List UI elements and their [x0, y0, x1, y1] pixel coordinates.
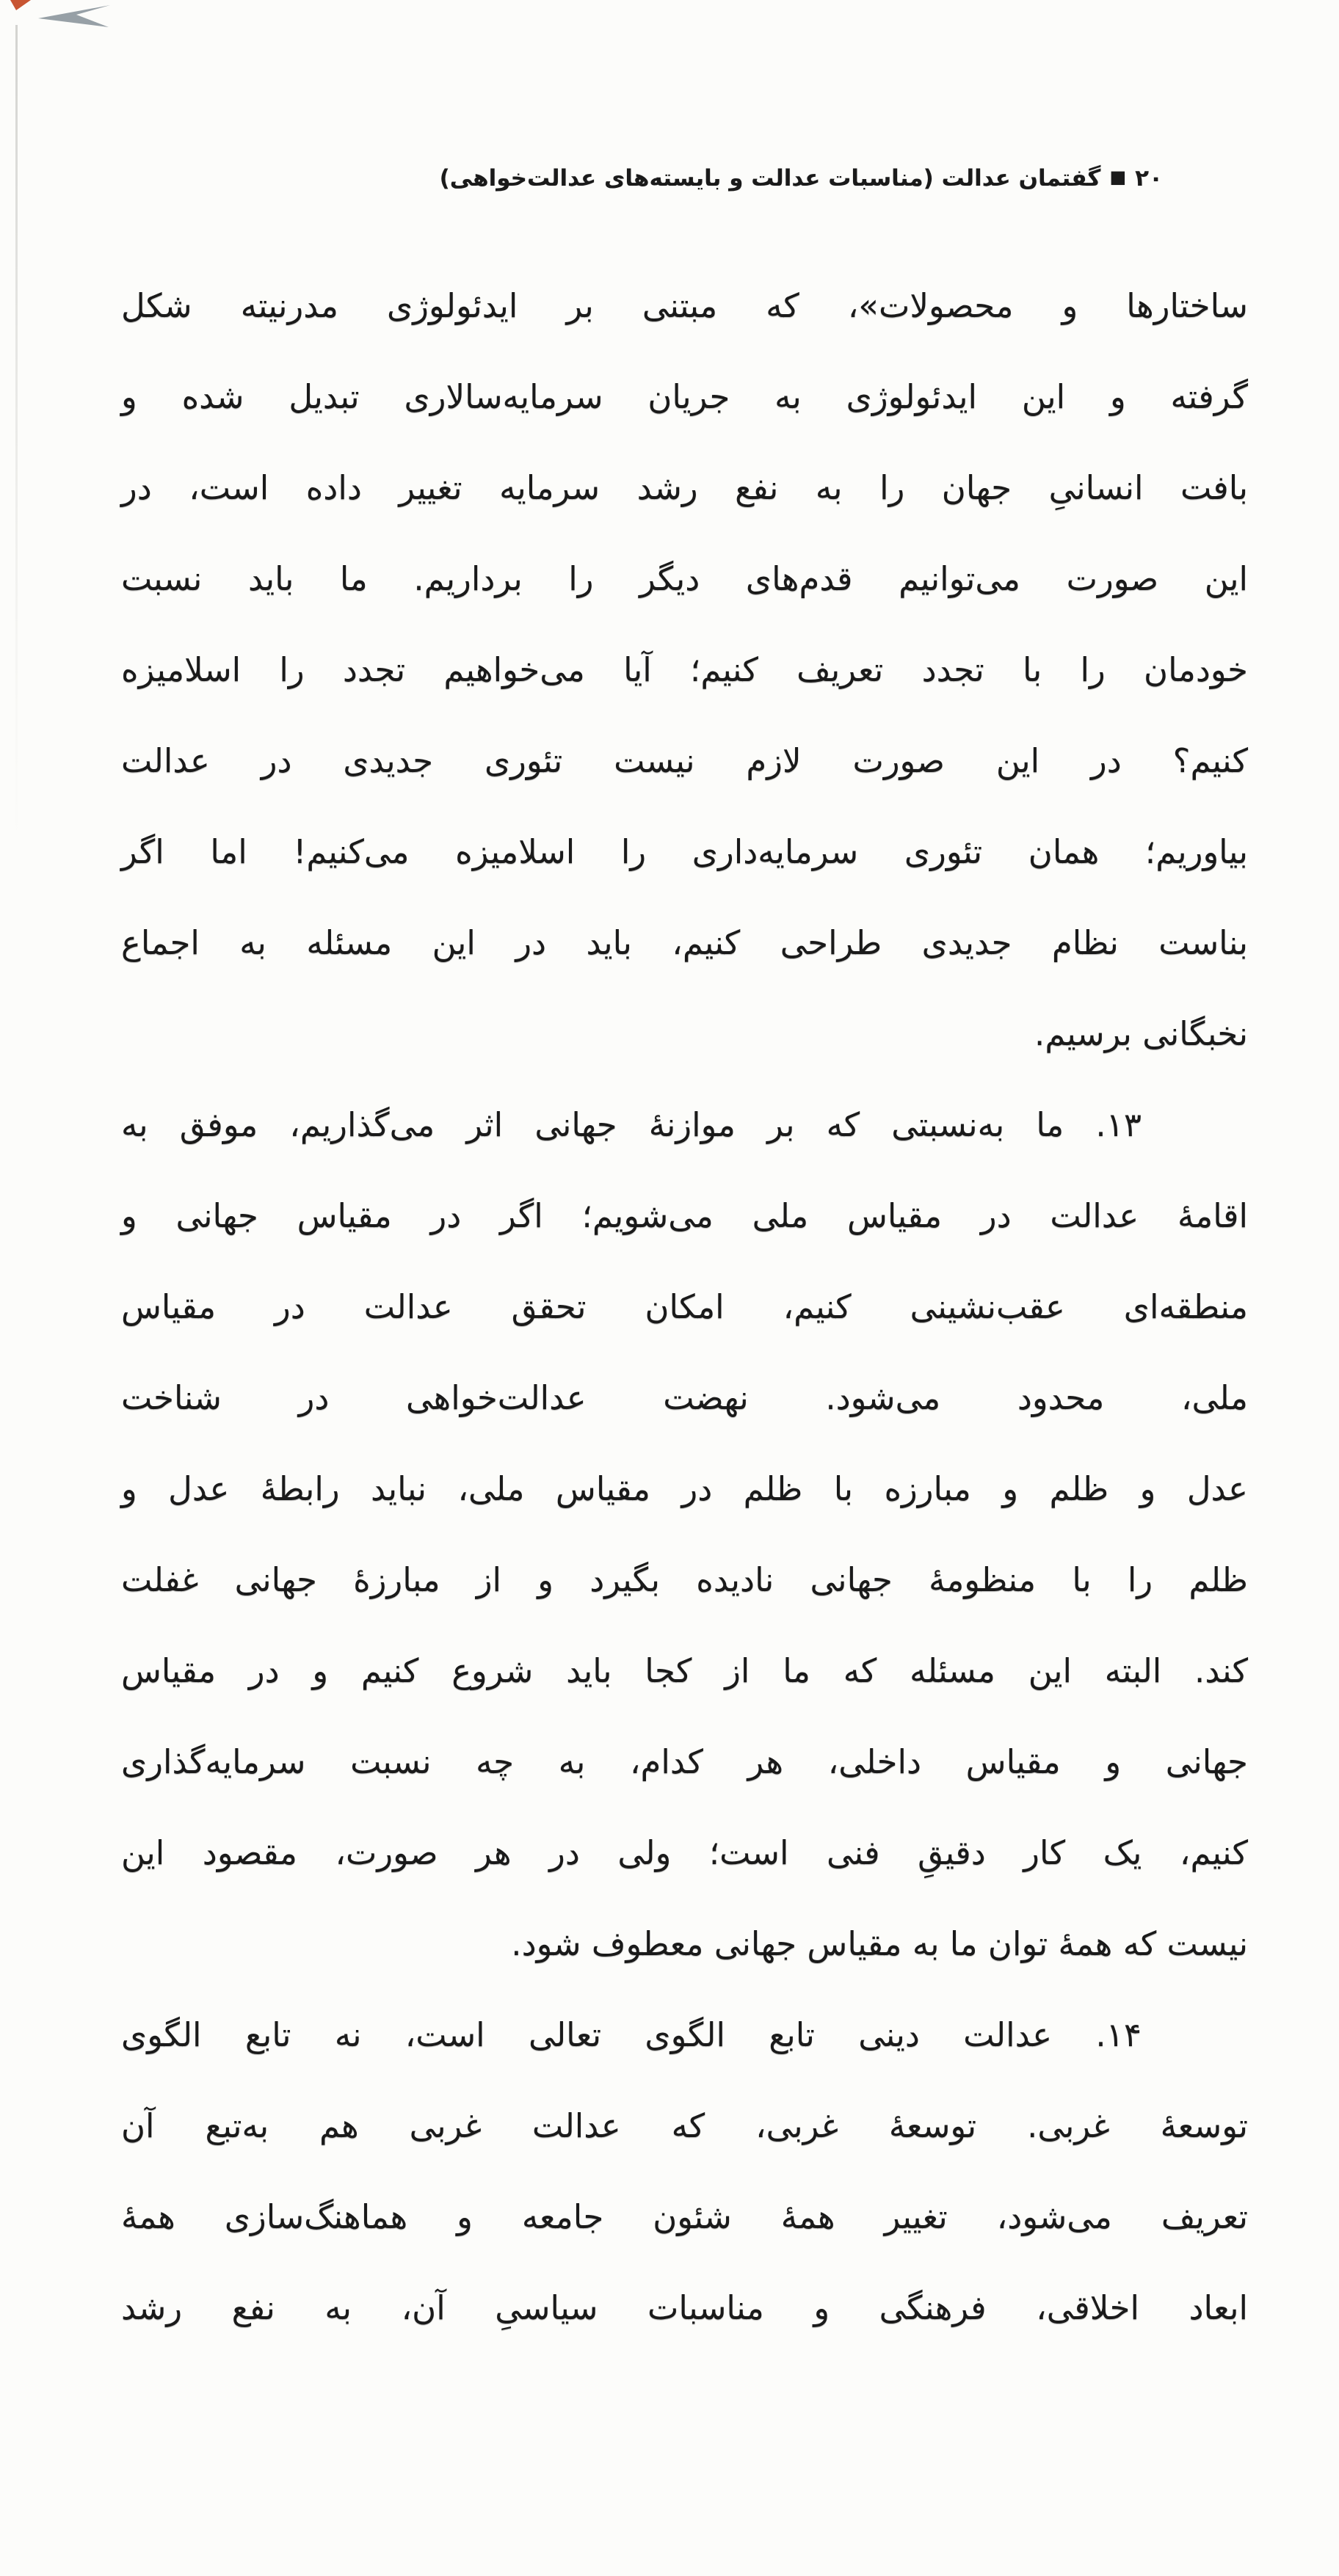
page-header [440, 165, 1163, 192]
text-line: کنیم؟ در این صورت لازم نیست تئوری جدیدی در عدالت [121, 741, 1248, 780]
scan-artifact-gray-arrow [38, 5, 110, 27]
text-line: بافت انسانیِ جهان را به نفع رشد سرمایه تغییر داده است، در [121, 468, 1248, 507]
text-line: ظلم را با منظومهٔ جهانی نادیده بگیرد و از مبارزهٔ جهانی غفلت [121, 1560, 1248, 1599]
scan-gutter-shadow [15, 25, 18, 847]
text-line: ساختارها و محصولات»، که مبتنی بر ایدئولوژی مدرنیته شکل [121, 286, 1248, 325]
text-line-paragraph-start: ۱۳. ما به‌نسبتی که بر موازنهٔ جهانی اثر می‌گذاریم، موفق به [121, 1105, 1142, 1144]
book-title: گفتمان عدالت (مناسبات عدالت و بایسته‌های عدالت‌خواهی) [439, 165, 1101, 192]
header-bullet-square-icon: ■ [1109, 167, 1127, 187]
text-line-paragraph-end: نیست که همهٔ توان ما به مقیاس جهانی معطوف شود. [511, 1924, 1248, 1963]
text-line: بیاوریم؛ همان تئوری سرمایه‌داری را اسلامیزه می‌کنیم! اما اگر [121, 832, 1248, 871]
text-line: عدل و ظلم و مبارزه با ظلم در مقیاس ملی، نباید رابطهٔ عدل و [121, 1469, 1248, 1508]
text-line: خودمان را با تجدد تعریف کنیم؛ آیا می‌خواهیم تجدد را اسلامیزه [121, 650, 1248, 689]
body-text [121, 261, 1248, 2354]
text-line: منطقه‌ای عقب‌نشینی کنیم، امکان تحقق عدالت در مقیاس [121, 1287, 1248, 1326]
text-line: تعریف می‌شود، تغییر همهٔ شئون جامعه و هماهنگ‌سازی همهٔ [121, 2197, 1248, 2236]
page-number: ۲۰ [1135, 165, 1163, 192]
text-line: بناست نظام جدیدی طراحی کنیم، باید در این مسئله به اجماع [121, 923, 1248, 962]
text-line: ملی، محدود می‌شود. نهضت عدالت‌خواهی در شناخت [121, 1378, 1248, 1417]
text-line-paragraph-start: ۱۴. عدالت دینی تابع الگوی تعالی است، نه تابع الگوی [121, 2015, 1142, 2054]
text-line: کنیم، یک کار دقیقِ فنی است؛ ولی در هر صورت، مقصود این [121, 1833, 1248, 1872]
text-line: اقامهٔ عدالت در مقیاس ملی می‌شویم؛ اگر در مقیاس جهانی و [121, 1196, 1248, 1235]
text-line: توسعهٔ غربی. توسعهٔ غربی، که عدالت غربی هم به‌تبع آن [121, 2106, 1248, 2145]
text-line: جهانی و مقیاس داخلی، هر کدام، به چه نسبت سرمایه‌گذاری [121, 1742, 1248, 1781]
text-line-paragraph-end: نخبگانی برسیم. [1034, 1014, 1248, 1053]
text-line: ابعاد اخلاقی، فرهنگی و مناسبات سیاسیِ آن، به نفع رشد [121, 2288, 1248, 2327]
scan-artifact-marks [6, 0, 116, 34]
text-line: این صورت می‌توانیم قدم‌های دیگر را برداریم. ما باید نسبت [121, 559, 1248, 598]
scan-artifact-orange [10, 0, 31, 10]
text-line: گرفته و این ایدئولوژی به جریان سرمایه‌سالاری تبدیل شده و [121, 377, 1248, 416]
text-line: کند. البته این مسئله که ما از کجا باید شروع کنیم و در مقیاس [121, 1651, 1248, 1690]
